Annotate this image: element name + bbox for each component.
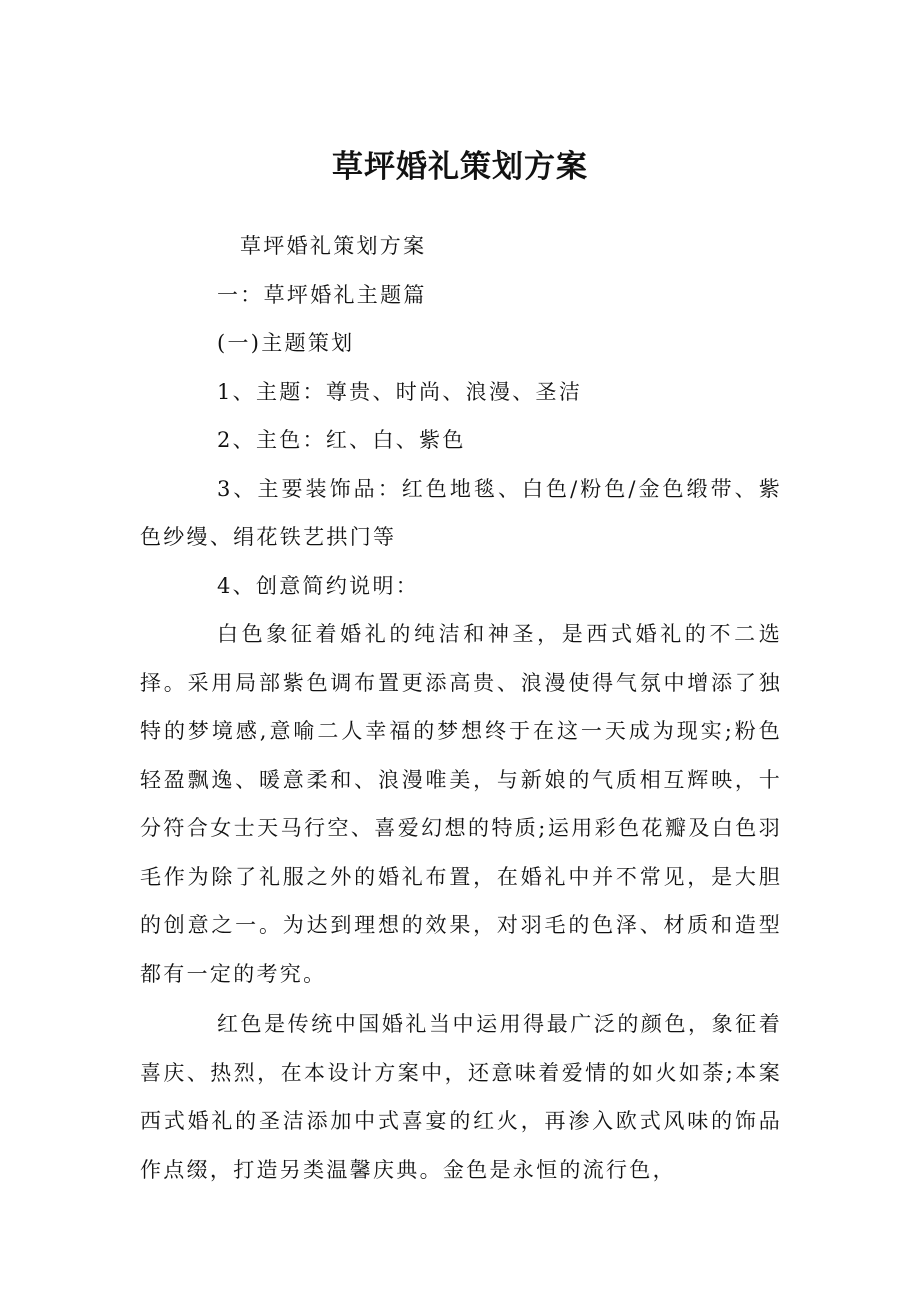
document-title: 草坪婚礼策划方案 [332,149,588,185]
subsection-heading: (一)主题策划 [217,331,355,355]
body-paragraph-red: 红色是传统中国婚礼当中运用得最广泛的颜色，象征着喜庆、热烈，在本设计方案中，还意味着爱情的如火如荼;本案西式婚礼的圣洁添加中式喜宴的红火，再渗入欧式风味的饰品作点缀，打造另类温馨庆典。金色是永恒的流行色， [140,1012,782,1182]
list-item-theme: 1、主题：尊贵、时尚、浪漫、圣洁 [217,379,583,404]
list-item-creative-note: 4、创意简约说明： [217,573,420,598]
subtitle-paragraph: 草坪婚礼策划方案 [240,234,427,258]
list-item-decorations: 3、主要装饰品：红色地毯、白色/粉色/金色缎带、紫色纱缦、绢花铁艺拱门等 [140,476,782,549]
document-body [140,222,782,1194]
list-item-main-color: 2、主色：红、白、紫色 [217,428,466,452]
body-paragraph-white: 白色象征着婚礼的纯洁和神圣，是西式婚礼的不二选择。采用局部紫色调布置更添高贵、浪漫使得气氛中增添了独特的梦境感,意喻二人幸福的梦想终于在这一天成为现实;粉色轻盈飘逸、暖意柔和、浪漫唯美，与新娘的气质相互辉映，十分符合女士天马行空、喜爱幻想的特质;运用彩色花瓣及白色羽毛作为除了礼服之外的婚礼布置，在婚礼中并不常见，是大胆的创意之一。为达到理想的效果，对羽毛的色泽、材质和造型都有一定的考究。 [140,622,782,986]
section-heading: 一：草坪婚礼主题篇 [217,282,427,307]
